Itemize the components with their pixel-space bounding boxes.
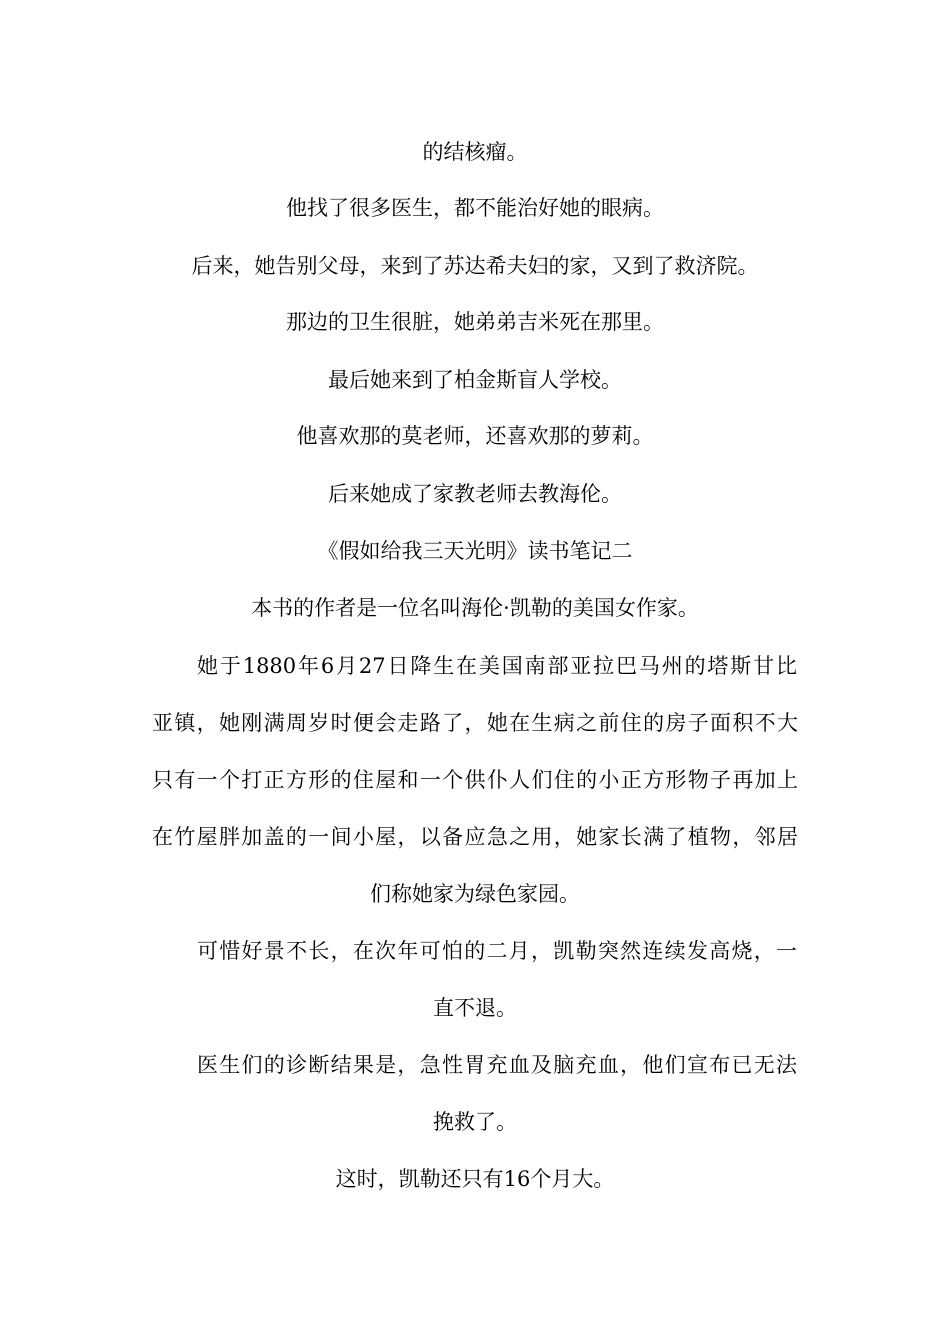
section-heading: 《假如给我三天光明》读书笔记二 xyxy=(317,539,633,563)
text-line: 那边的卫生很脏，她弟弟吉米死在那里。 xyxy=(286,310,664,334)
text-line: 本书的作者是一位名叫海伦·凯勒的美国女作家。 xyxy=(251,596,699,620)
paragraph-first-line: 她于1880年6月27日降生在美国南部亚拉巴马州的塔斯甘比 xyxy=(197,654,797,678)
text-line: 后来，她告别父母，来到了苏达希夫妇的家，又到了救济院。 xyxy=(191,254,759,278)
paragraph-last-line: 们称她家为绿色家园。 xyxy=(370,882,580,906)
paragraph-first-line: 可惜好景不长，在次年可怕的二月，凯勒突然连续发高烧，一 xyxy=(197,939,797,963)
paragraph-last-line: 直不退。 xyxy=(433,996,517,1020)
text-line: 的结核瘤。 xyxy=(422,140,528,164)
paragraph-last-line: 挽救了。 xyxy=(433,1110,517,1134)
text-line: 最后她来到了柏金斯盲人学校。 xyxy=(328,368,622,392)
paragraph-line: 亚镇，她刚满周岁时便会走路了，她在生病之前住的房子面积不大 xyxy=(152,711,798,735)
text-line: 后来她成了家教老师去教海伦。 xyxy=(328,482,622,506)
paragraph-line: 在竹屋胖加盖的一间小屋，以备应急之用，她家长满了植物，邻居 xyxy=(152,825,798,849)
text-line: 他找了很多医生，都不能治好她的眼病。 xyxy=(286,196,664,220)
paragraph-line: 只有一个打正方形的住屋和一个供仆人们住的小正方形物子再加上 xyxy=(152,768,798,792)
paragraph-first-line: 医生们的诊断结果是，急性胃充血及脑充血，他们宣布已无法 xyxy=(197,1053,797,1077)
text-line: 这时，凯勒还只有16个月大。 xyxy=(335,1167,615,1191)
text-line: 他喜欢那的莫老师，还喜欢那的萝莉。 xyxy=(296,424,654,448)
